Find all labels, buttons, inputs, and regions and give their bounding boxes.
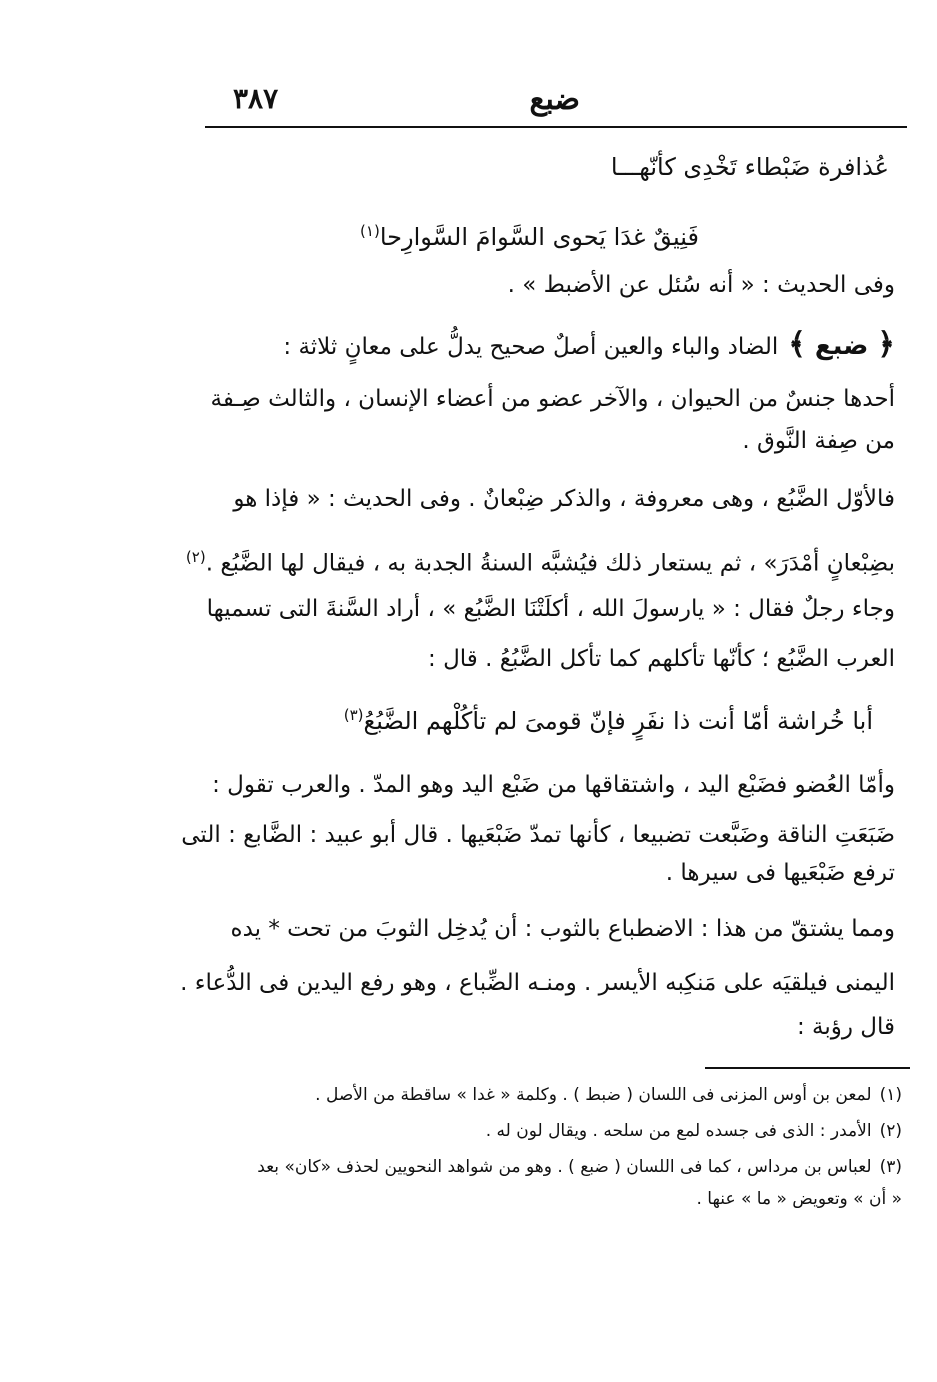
verse-1-line-2-text: فَنِيقٌ غدَا يَحوى السَّوامَ السَّوارِحا — [379, 223, 699, 251]
para-5-line-2-text: اليمنى فيلقيَه على مَنكِبه الأيسر . ومنـه الضِّباع ، وهو رفع اليدين فى الدُّعاء . — [180, 970, 895, 996]
footnote-ref-1: (١) — [360, 222, 380, 240]
para-5-line-3-text: قال رؤبة : — [796, 1014, 895, 1040]
footnote-divider — [705, 1067, 910, 1069]
footnote-3-text: لعباس بن مرداس ، كما فى اللسان ( ضبع ) . وهو من شواهد النحويين لحذف «كان» بعد — [257, 1157, 872, 1177]
footnote-2 — [232, 1118, 902, 1144]
para-4-line-3 — [666, 856, 895, 890]
hadith-line — [508, 268, 895, 302]
header-divider — [205, 126, 907, 128]
headword-close-bracket: ﴾ — [788, 327, 806, 362]
entry-line-1-text: الضاد والباء والعين أصلٌ صحيح يدلُّ على معانٍ ثلاثة : — [283, 334, 779, 360]
verse-1-line-2 — [360, 214, 699, 254]
para-2-line-2-text: بضِبْعانٍ أمْدَرَ» ، ثم يستعار ذلك فيُشبَّه السنةُ الجدبة به ، فيقال لها الضَّبُع . — [205, 550, 895, 577]
headword-open-bracket: ﴿ — [877, 327, 895, 362]
running-title: ضبع — [529, 82, 580, 117]
footnote-1 — [232, 1082, 902, 1108]
footnote-3-number: (٣) — [879, 1157, 902, 1177]
footnote-3-continued — [232, 1186, 902, 1212]
para-2-line-2 — [185, 540, 895, 581]
para-4-line-2-text: ضَبَعَتِ الناقة وضَبَّعت تضبيعا ، كأنها تمدّ ضَبْعَيها . قال أبو عبيد : الضَّابع : التى — [181, 822, 895, 848]
para-4-line-2 — [181, 818, 895, 852]
verse-2-line — [344, 698, 873, 738]
para-3-line-1 — [206, 592, 895, 626]
entry-headword — [788, 328, 895, 363]
verse-2-line-text: أبا خُراشة أمّا أنت ذا نفَرٍ فإنّ قومىَ لم تأكُلْهم الضَّبُعُ — [363, 707, 873, 735]
entry-line-2 — [210, 382, 895, 416]
entry-line-1 — [230, 328, 895, 364]
para-5-line-1 — [230, 912, 895, 946]
verse-1-line-1-text: عُذافرة ضَبْطاء تَخْدِى كأنّهـــا — [610, 153, 889, 181]
para-3-line-1-text: وجاء رجلٌ فقال : « يارسولَ الله ، أكلَتْنَا الضَّبُع » ، أراد السَّنةَ التى تسميها — [206, 596, 895, 622]
para-2-line-1 — [230, 482, 895, 516]
footnote-ref-3: (٣) — [343, 706, 364, 724]
footnote-ref-2: (٢) — [185, 548, 206, 566]
para-3-line-2 — [428, 642, 895, 676]
para-2-line-1-text: فالأوّل الضَّبُع ، وهى معروفة ، والذكر ضِبْعانٌ . وفى الحديث : « فإذا هو — [233, 486, 895, 512]
page-number: ٣٨٧ — [233, 82, 279, 115]
hadith-line-text: وفى الحديث : « أنه سُئل عن الأضبط » . — [507, 272, 895, 298]
headword-text: ضبع — [814, 331, 869, 361]
footnote-3 — [232, 1154, 902, 1180]
para-5-line-1-text: ومما يشتقّ من هذا : الاضطباع بالثوب : أن يُدخِل الثوبَ من تحت * يده — [230, 916, 895, 942]
para-5-line-3 — [797, 1010, 895, 1044]
footnote-2-text: الأمدر : الذى فى جسده لمع من سلحه . ويقال لون له . — [485, 1121, 872, 1141]
entry-line-2-text: أحدها جنسٌ من الحيوان ، والآخر عضو من أعضاء الإنسان ، والثالث صِـفة — [210, 386, 895, 412]
para-4-line-3-text: ترفع ضَبْعَيها فى سيرها . — [665, 860, 895, 886]
para-3-line-2-text: العرب الضَّبُع ؛ كأنّها تأكلهم كما تأكل الضَّبُعُ . قال : — [428, 646, 895, 672]
footnote-3-continued-text: « أن » وتعويض « ما » عنها . — [696, 1189, 902, 1209]
footnote-1-text: لمعن بن أوس المزنى فى اللسان ( ضبط ) . وكلمة « غدا » ساقطة من الأصل . — [315, 1085, 872, 1105]
para-5-line-2 — [180, 966, 895, 1000]
para-4-line-1 — [212, 768, 895, 802]
footnote-1-number: (١) — [879, 1085, 902, 1105]
para-4-line-1-text: وأمّا العُضو فضَبْع اليد ، واشتقاقها من ضَبْع اليد وهو المدّ . والعرب تقول : — [212, 772, 895, 798]
verse-1-line-1 — [611, 150, 889, 184]
page-header — [205, 82, 905, 122]
footnote-2-number: (٢) — [879, 1121, 902, 1141]
entry-line-3 — [742, 424, 895, 458]
entry-line-3-text: من صِفة النَّوق . — [742, 428, 895, 454]
